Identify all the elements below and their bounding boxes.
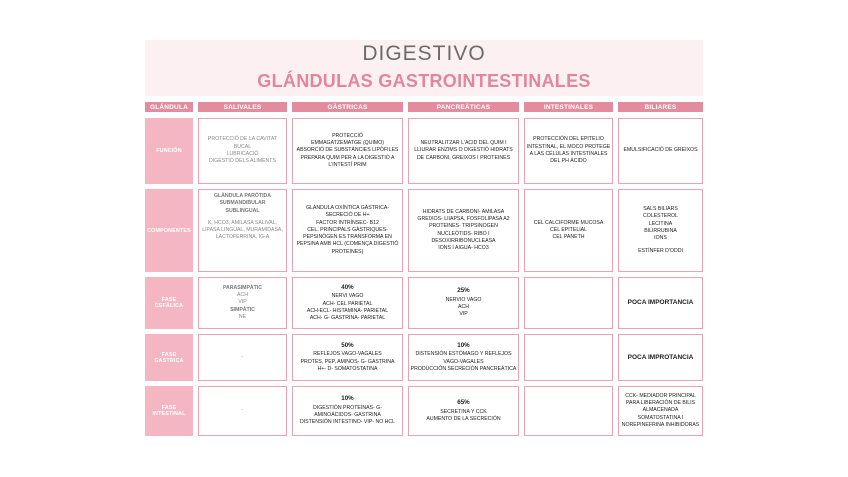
percentage-value: 40% — [341, 283, 354, 291]
cell-line: LACTOFERRINA, IG-A — [215, 234, 270, 241]
cell-line: SALS BILIARS — [643, 206, 678, 213]
cell-line: GLÀNDULA PARÒTIDA — [213, 193, 272, 199]
cell-line: NOREPINEFRINA INHIBIDORAS — [621, 421, 700, 428]
fase-cefalica-salivales-cell — [198, 277, 287, 329]
row-label-componentes: COMPONENTES — [145, 189, 193, 272]
cell-line: PROTECCIÓN DEL EPITELIO — [533, 136, 604, 143]
cell-line: DIGESTIÓN PROTEÍNAS- G- — [313, 404, 382, 411]
percentage-value: 65% — [457, 398, 470, 406]
cell-line: LUBRICACIÓ — [226, 151, 259, 157]
cell-line: SOMATOSTATINA I — [637, 414, 684, 421]
cell-line: L'INTESTÍ PRIM — [328, 161, 367, 168]
funcion-intestinales-cell — [524, 118, 613, 184]
cell-line: ESTÍNFER D'ODDI — [638, 247, 683, 254]
fase-gastrica-salivales-cell — [198, 334, 287, 381]
row-label-fase-intestinal: FASE INTESTINAL — [145, 386, 193, 436]
fase-cefalica-pancreaticas-cell — [408, 277, 519, 329]
cell-line: ABSORCIÓ DE SUBSTÀNCIES LIPÒFILES — [296, 147, 399, 154]
cell-line: NE — [238, 313, 247, 320]
cell-line: PEPSINA AMB HCL (COMENÇA DIGESTIÓ — [296, 241, 399, 248]
fase-cefalica-gastricas-cell — [292, 277, 403, 329]
fase-gastrica-gastricas-cell — [292, 334, 403, 381]
cell-line: PROTECCIÓ DE LA CAVITAT — [207, 136, 278, 143]
cell-line: EMULSIFICACIÓ DE GREIXOS — [623, 147, 698, 154]
cell-line: POCA IMPROTANCIA — [627, 353, 694, 361]
cell-line: ACH- G- GASTRINA- PARIETAL — [309, 315, 386, 322]
cell-line: PREPARA QUIM PER A LA DIGESTIÓ A — [300, 154, 395, 161]
cell-line: LECITINA — [648, 220, 673, 227]
cell-line: PARASIMPÀTIC — [222, 284, 263, 291]
cell-line: GREIXOS- LIIAPSA, FOSFOLIPASA A2 — [417, 215, 510, 222]
cell-line: CEL CALCIFORME MUCOSA — [533, 219, 604, 226]
cell-line: ACH-ECL- HISTAMINA- PARIETAL — [306, 307, 389, 314]
cell-line: ACH — [458, 304, 469, 311]
cell-line: - — [241, 353, 244, 360]
row-label-fase-cefalica: FASE CEFÀLICA — [145, 277, 193, 329]
cell-line: INTESTINAL, EL MOCO PROTEGE — [526, 143, 611, 150]
percentage-value: 10% — [457, 341, 470, 349]
column-header-glandula: GLÁNDULA — [145, 102, 193, 112]
cell-line: AMINOÁCIDOS- GASTRINA — [314, 412, 381, 419]
cell-line: DISTENSIÓN ESTÓMAGO Y REFLEJOS — [415, 351, 512, 358]
cell-line: ACH- CEL PARIETAL — [322, 300, 373, 307]
cell-line: DEL PH ÁCIDO — [550, 158, 587, 165]
cell-line: REFLEJOS VAGO-VAGALES — [313, 351, 382, 358]
fase-cefalica-biliares-cell — [618, 277, 703, 329]
componentes-pancreaticas-cell — [408, 189, 519, 272]
cell-line: VAGO-VAGALES — [443, 358, 484, 365]
cell-line: FACTOR INTRÍNSEC- B12 — [316, 219, 379, 226]
percentage-value: 50% — [341, 341, 354, 349]
cell-line: BUCAL — [233, 143, 252, 150]
cell-line: PROTEINES) — [331, 248, 364, 255]
cell-line: VIP — [459, 311, 468, 318]
componentes-intestinales-cell — [524, 189, 613, 272]
cell-line: AUMENTO DE LA SECRECIÓN — [426, 415, 501, 422]
cell-line: PROTES, PEP, AMINOS- G- GASTRINA — [300, 358, 395, 365]
document-sheet — [145, 40, 703, 440]
fase-intestinal-gastricas-cell — [292, 386, 403, 436]
cell-line: A LAS CÉLULAS INTESTINALES — [529, 151, 608, 157]
fase-gastrica-biliares-cell — [618, 334, 703, 381]
cell-line: NERVIO VAGO — [445, 296, 482, 303]
row-label-funcion: FUNCIÓN — [145, 118, 193, 184]
column-header-salivales: SALIVALES — [198, 102, 287, 112]
cell-line: CEL. PRINCIPALS GÀSTRIQUES- — [307, 226, 388, 233]
cell-line: - — [241, 407, 244, 414]
cell-line: PRODUCCIÓN SECRECIÓN PANCREÁTICA — [410, 365, 517, 372]
cell-line: DESOXIRRIBONUCLEASA — [431, 237, 496, 244]
percentage-value: 25% — [457, 287, 470, 295]
cell-line: PROTEINES- TRIPSINOGEN — [429, 223, 498, 230]
cell-line: IONS I AIGUA- HCO3 — [438, 245, 489, 252]
cell-line: LLIURAR ENZIMS O DIGESTIÓ HIDRATS — [414, 147, 513, 154]
cell-line: GLÁNDULA OXÍNTICA GÀSTRICA- — [305, 205, 390, 212]
cell-line: SUBLINGUAL — [225, 207, 260, 214]
page-subtitle: GLÁNDULAS GASTROINTESTINALES — [257, 71, 591, 91]
cell-line: ACH — [237, 292, 248, 299]
cell-line: H+- D- SOMATOSTATINA — [317, 365, 378, 372]
funcion-gastricas-cell — [292, 118, 403, 184]
cell-line: K, HCO3, AMILASA SALIVAL, — [207, 219, 278, 226]
componentes-biliares-cell — [618, 189, 703, 272]
cell-line: CCK- MEDIADOR PRINCIPAL — [625, 392, 696, 399]
cell-line: PEPSINÒGEN ES TRANSFORMA EN — [303, 234, 392, 241]
column-header-intestinales: INTESTINALES — [524, 102, 613, 112]
cell-line: SIMPÀTIC — [230, 306, 255, 313]
funcion-pancreaticas-cell — [408, 118, 519, 184]
cell-line: DE CARBONI, GREIXOS I PROTEINES — [416, 154, 511, 161]
cell-line: CEL EPITELIAL — [549, 226, 587, 233]
cell-line: NEUTRALITZAR L'ACID DEL QUIM I — [420, 140, 507, 147]
cell-line: HIDRATS DE CARBONI- AMILASA — [422, 208, 505, 215]
cell-line: SECRECIÓ DE H+ — [325, 212, 370, 219]
componentes-salivales-cell — [198, 189, 287, 272]
cell-line: SECRETINA Y CCK — [440, 408, 487, 415]
fase-gastrica-intestinales-cell — [524, 334, 613, 381]
fase-intestinal-salivales-cell — [198, 386, 287, 436]
column-header-gastricas: GÀSTRICAS — [292, 102, 403, 112]
cell-line: PARA LIBERACIÓN DE BILIS — [625, 400, 696, 407]
cell-line: NUCLEÒTIDS- RIBO I — [437, 230, 490, 237]
page-title: DIGESTIVO — [362, 42, 486, 65]
cell-line: BILIRRUBINA — [644, 228, 677, 234]
cell-line: DIGESTIÓ DELS ALIMENTS — [209, 158, 276, 165]
fase-gastrica-pancreaticas-cell — [408, 334, 519, 381]
cell-line: ALMACENADA — [642, 407, 679, 414]
funcion-biliares-cell — [618, 118, 703, 184]
cell-line: POCA IMPORTANCIA — [627, 299, 694, 307]
row-label-fase-gastrica: FASE GASTRICA — [145, 334, 193, 381]
cell-line: IONS — [654, 235, 667, 242]
column-header-biliares: BILIARES — [618, 102, 703, 112]
cell-line: CEL PANETH — [552, 234, 585, 241]
fase-cefalica-intestinales-cell — [524, 277, 613, 329]
cell-line: NERVI VAGO — [331, 293, 364, 300]
componentes-gastricas-cell — [292, 189, 403, 272]
cell-line: PROTECCIÓ — [332, 132, 363, 139]
cell-line: LIPASA LINGUAL, MURAMIDASA, — [202, 227, 283, 234]
cell-line: COLESTEROL — [643, 213, 678, 220]
cell-line: SUBMANDIBULAR — [219, 200, 266, 207]
percentage-value: 10% — [341, 395, 354, 403]
column-header-pancreaticas: PANCREÀTICAS — [408, 102, 519, 112]
fase-intestinal-intestinales-cell — [524, 386, 613, 436]
funcion-salivales-cell — [198, 118, 287, 184]
cell-line: DISTENSIÓN INTESTINO- VIP- NO HCL — [299, 419, 396, 426]
cell-line: EMMAGATZEMATGE (QUIMO) — [310, 140, 384, 147]
header-band — [145, 40, 703, 96]
fase-intestinal-biliares-cell — [618, 386, 703, 436]
fase-intestinal-pancreaticas-cell — [408, 386, 519, 436]
cell-line: VIP — [238, 299, 247, 306]
